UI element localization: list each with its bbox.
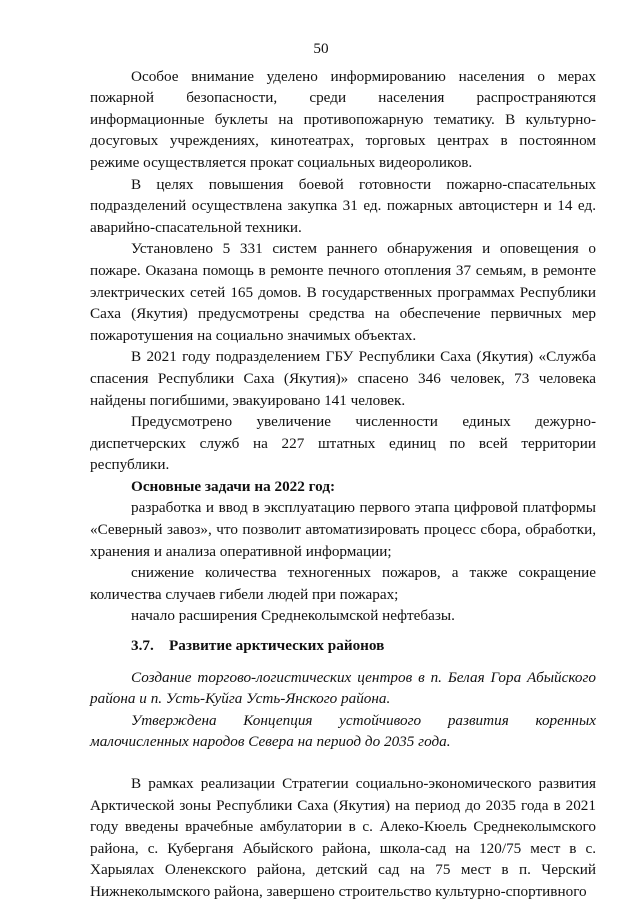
task-item: начало расширения Среднеколымской нефтебазы. — [131, 607, 455, 625]
paragraph-rescue-service: В 2021 году подразделением ГБУ Республики Саха (Якутия) «Служба спасения Республики Саха (Якутия)» спасено 346 человек, 73 человека найдены погибшими, эвакуировано 141 человек. — [90, 348, 596, 409]
section-number: 3.7. — [131, 637, 154, 655]
section-title: Развитие арктических районов — [169, 637, 385, 655]
section-heading — [90, 635, 596, 657]
paragraph-fire-awareness: Особое внимание уделено информированию населения о мерах пожарной безопасности, среди населения распространяются информационные буклеты на противопожарную тематику. В культурно-досуговых учреждениях, кинотеатрах, торговых центрах в постоянном режиме осуществляется прокат социальных видеороликов. — [90, 67, 596, 171]
paragraph-detection-systems: Установлено 5 331 систем раннего обнаружения и оповещения о пожаре. Оказана помощь в ремонте печного отопления 37 семьям, в ремонте электрических сетей 165 домов. В государственных программах Республики Саха (Якутия) предусмотрены средства на обеспечение первичных мер пожаротушения на социально значимых объектах. — [90, 240, 596, 344]
paragraph-equipment-purchase: В целях повышения боевой готовности пожарно-спасательных подразделений осуществлена закупка 31 ед. пожарных автоцистерн и 14 ед. аварийно-спасательной техники. — [90, 175, 596, 236]
tasks-heading: Основные задачи на 2022 год: — [131, 477, 336, 495]
task-item: разработка и ввод в эксплуатацию первого этапа цифровой платформы «Северный завоз», что позволит автоматизировать процесс сбора, обработки, хранения и анализа оперативной информации; — [90, 499, 596, 560]
italic-paragraph-concept: Утверждена Концепция устойчивого развития коренных малочисленных народов Севера на период до 2035 года. — [90, 711, 596, 751]
page-number: 50 — [313, 40, 329, 57]
italic-paragraph-logistics: Создание торгово-логистических центров в п. Белая Гора Абыйского района и п. Усть-Куйга Усть-Янского района. — [90, 668, 596, 708]
task-item: снижение количества техногенных пожаров, а также сокращение количества случаев гибели людей при пожарах; — [90, 564, 596, 603]
paragraph-dispatch-services: Предусмотрено увеличение численности единых дежурно-диспетчерских служб на 227 штатных единиц по всей территории республики. — [90, 413, 596, 474]
paragraph-arctic-strategy: В рамках реализации Стратегии социально-экономического развития Арктической зоны Республики Саха (Якутия) на период до 2035 года в 2021 году введены врачебные амбулатории в с. Алеко-Кюель Среднеколымского района, с. Куберганя Абыйского района, школа-сад на 120/75 мест в с. Харыялах Оленекского района, детский сад на 75 мест в п. Черский Нижнеколымского района, завершено строительство культурно-спортивного — [90, 775, 596, 900]
